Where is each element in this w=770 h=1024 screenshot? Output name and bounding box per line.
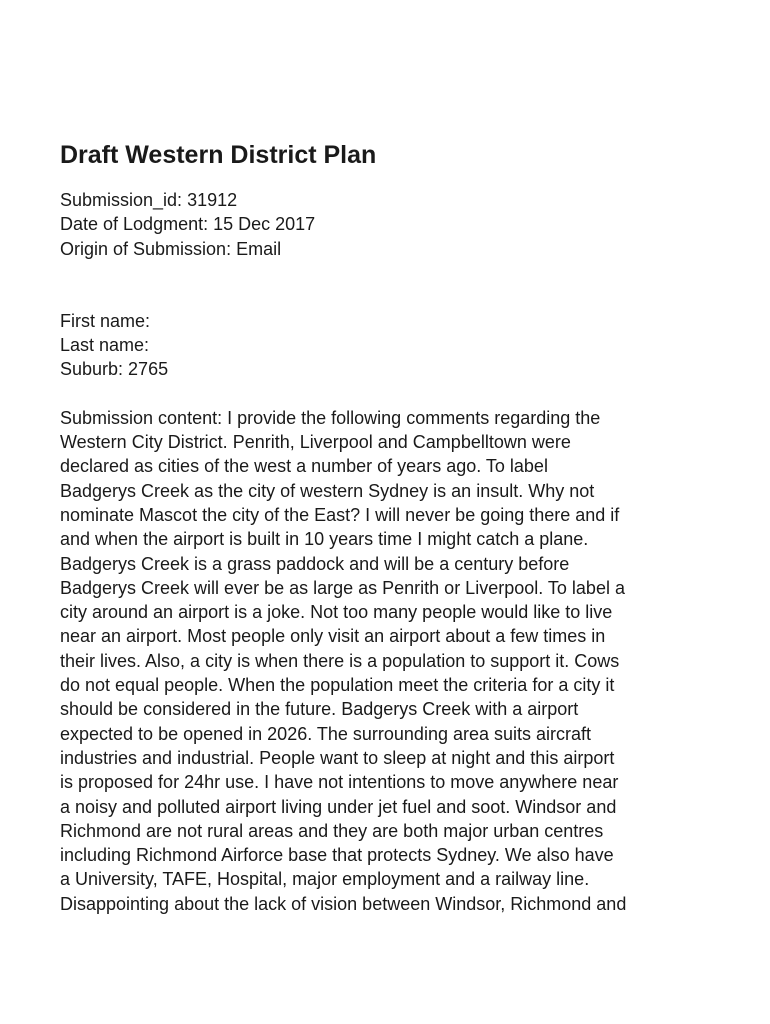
submission-content <box>60 406 720 916</box>
content-line: a noisy and polluted airport living under jet fuel and soot. Windsor and <box>60 796 617 817</box>
content-line: nominate Mascot the city of the East? I will never be going there and if <box>60 504 620 525</box>
content-line: including Richmond Airforce base that protects Sydney. We also have <box>60 845 614 866</box>
content-line: do not equal people. When the population meet the criteria for a city it <box>60 675 615 696</box>
content-line: is proposed for 24hr use. I have not intentions to move anywhere near <box>60 772 619 793</box>
content-line: Submission content: I provide the following comments regarding the <box>60 407 601 428</box>
content-line: Western City District. Penrith, Liverpool and Campbelltown were <box>60 432 571 453</box>
content-line: and when the airport is built in 10 years time I might catch a plane. <box>60 529 589 550</box>
content-line: city around an airport is a joke. Not too many people would like to live <box>60 602 613 623</box>
content-line: industries and industrial. People want to sleep at night and this airport <box>60 747 615 768</box>
content-line: Badgerys Creek will ever be as large as Penrith or Liverpool. To label a <box>60 577 625 598</box>
content-line: near an airport. Most people only visit an airport about a few times in <box>60 626 606 647</box>
submission-meta <box>60 188 720 261</box>
suburb-field: Suburb: 2765 <box>60 359 169 380</box>
content-line: expected to be opened in 2026. The surrounding area suits aircraft <box>60 723 592 744</box>
content-line: declared as cities of the west a number of years ago. To label <box>60 456 548 477</box>
first-name-field: First name: <box>60 310 151 331</box>
submission-id: Submission_id: 31912 <box>60 190 238 210</box>
content-line: a University, TAFE, Hospital, major employment and a railway line. <box>60 869 590 890</box>
origin-of-submission: Origin of Submission: Email <box>60 238 282 259</box>
content-line: their lives. Also, a city is when there is a population to support it. Cows <box>60 650 620 671</box>
date-of-lodgment: Date of Lodgment: 15 Dec 2017 <box>60 214 316 235</box>
content-line: Disappointing about the lack of vision between Windsor, Richmond and <box>60 893 627 914</box>
document-page <box>60 138 720 916</box>
submitter-fields <box>60 309 720 382</box>
last-name-field: Last name: <box>60 335 150 356</box>
content-line: Badgerys Creek as the city of western Sydney is an insult. Why not <box>60 480 595 501</box>
content-line: should be considered in the future. Badgerys Creek with a airport <box>60 699 579 720</box>
content-line: Richmond are not rural areas and they are both major urban centres <box>60 820 604 841</box>
document-title: Draft Western District Plan <box>60 141 377 169</box>
content-line: Badgerys Creek is a grass paddock and will be a century before <box>60 553 570 574</box>
